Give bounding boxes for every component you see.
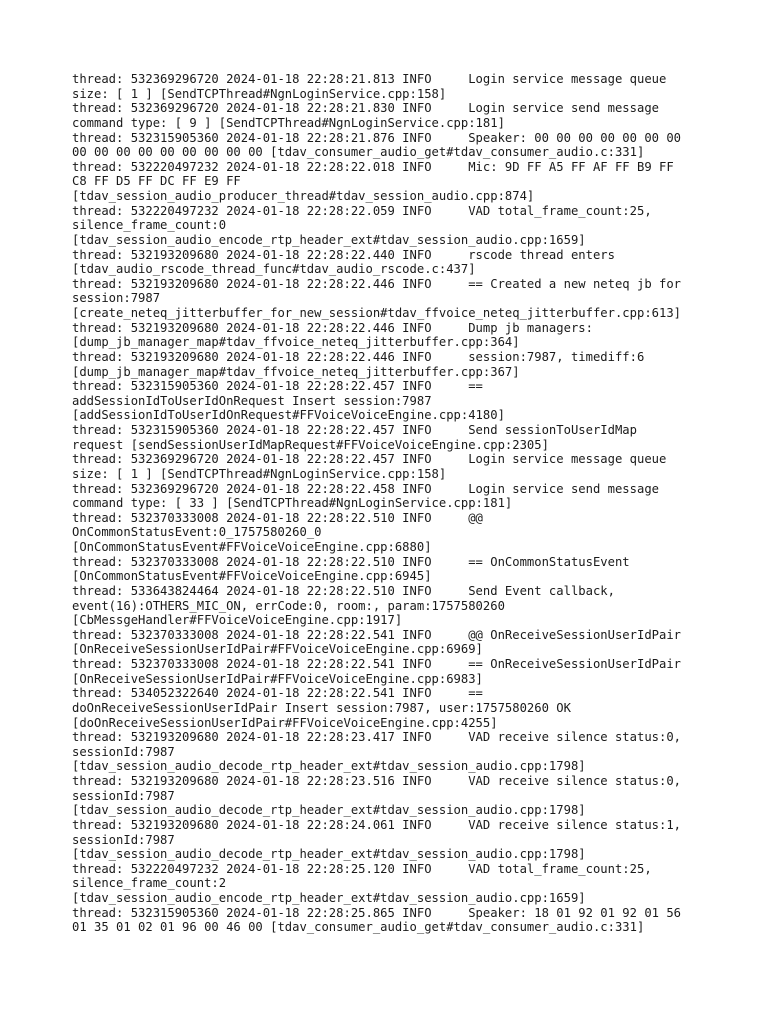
log-document [72,72,702,935]
log-line: 01 35 01 02 01 96 00 46 00 [tdav_consumer_audio_get#tdav_consumer_audio.c:331] [72,920,645,935]
log-line: [tdav_session_audio_encode_rtp_header_ext#tdav_session_audio.cpp:1659] [72,891,586,905]
log-line: sessionId:7987 [72,788,175,803]
log-line: [tdav_session_audio_decode_rtp_header_ext#tdav_session_audio.cpp:1798] [72,759,586,774]
log-line: thread: 532369296720 2024-01-18 22:28:22.458 INFO Login service send message [72,481,659,496]
log-line: command type: [ 33 ] [SendTCPThread#NgnLoginService.cpp:181] [72,496,513,511]
log-line: thread: 532370333008 2024-01-18 22:28:22.510 INFO == OnCommonStatusEvent [72,554,630,569]
log-line: thread: 532369296720 2024-01-18 22:28:22.457 INFO Login service message queue [72,452,667,467]
log-line: thread: 532193209680 2024-01-18 22:28:22.446 INFO session:7987, timediff:6 [72,349,645,364]
log-line: thread: 532315905360 2024-01-18 22:28:21.876 INFO Speaker: 00 00 00 00 00 00 00 [72,130,682,145]
log-line: thread: 532369296720 2024-01-18 22:28:21.813 INFO Login service message queue [72,72,667,86]
log-line: thread: 532193209680 2024-01-18 22:28:22.446 INFO == Created a new neteq jb for [72,276,682,291]
log-line: [tdav_session_audio_decode_rtp_header_ext#tdav_session_audio.cpp:1798] [72,803,586,818]
log-line: [dump_jb_manager_map#tdav_ffvoice_neteq_jitterbuffer.cpp:367] [72,364,520,379]
log-line: event(16):OTHERS_MIC_ON, errCode:0, room:, param:1757580260 [72,598,505,613]
log-line: thread: 532370333008 2024-01-18 22:28:22.541 INFO @@ OnReceiveSessionUserIdPair [72,627,682,642]
log-line: [OnReceiveSessionUserIdPair#FFVoiceVoiceEngine.cpp:6983] [72,671,483,686]
log-line: [dump_jb_manager_map#tdav_ffvoice_neteq_jitterbuffer.cpp:364] [72,335,520,350]
log-line: thread: 532220497232 2024-01-18 22:28:25.120 INFO VAD total_frame_count:25, [72,861,652,876]
log-line: thread: 532315905360 2024-01-18 22:28:22.457 INFO Send sessionToUserIdMap [72,423,637,437]
log-line: 00 00 00 00 00 00 00 00 00 [tdav_consumer_audio_get#tdav_consumer_audio.c:331] [72,145,645,160]
log-line: thread: 532220497232 2024-01-18 22:28:22.018 INFO Mic: 9D FF A5 FF AF FF B9 FF [72,159,674,174]
log-line: [tdav_session_audio_encode_rtp_header_ext#tdav_session_audio.cpp:1659] [72,232,586,247]
log-line: [CbMessgeHandler#FFVoiceVoiceEngine.cpp:1917] [72,613,403,628]
log-line: silence_frame_count:2 [72,876,227,891]
log-line: thread: 532193209680 2024-01-18 22:28:22.440 INFO rscode thread enters [72,247,615,262]
log-line: thread: 532193209680 2024-01-18 22:28:24.061 INFO VAD receive silence status:1, [72,817,682,832]
log-line: [tdav_session_audio_decode_rtp_header_ext#tdav_session_audio.cpp:1798] [72,847,586,862]
log-line: thread: 532315905360 2024-01-18 22:28:25.865 INFO Speaker: 18 01 92 01 92 01 56 [72,905,682,920]
log-line: sessionId:7987 [72,744,175,759]
log-line: thread: 534052322640 2024-01-18 22:28:22.541 INFO == [72,686,483,701]
log-line: thread: 532220497232 2024-01-18 22:28:22.059 INFO VAD total_frame_count:25, [72,203,652,218]
log-line: addSessionIdToUserIdOnRequest Insert session:7987 [72,393,432,408]
log-line: [OnCommonStatusEvent#FFVoiceVoiceEngine.cpp:6880] [72,540,432,554]
log-line: session:7987 [72,291,161,306]
log-line: size: [ 1 ] [SendTCPThread#NgnLoginService.cpp:158] [72,466,447,481]
log-line: thread: 533643824464 2024-01-18 22:28:22.510 INFO Send Event callback, [72,583,615,598]
log-line: thread: 532370333008 2024-01-18 22:28:22.510 INFO @@ [72,510,483,525]
log-line: thread: 532193209680 2024-01-18 22:28:23.417 INFO VAD receive silence status:0, [72,730,682,745]
log-line: size: [ 1 ] [SendTCPThread#NgnLoginService.cpp:158] [72,86,447,101]
log-line: [OnCommonStatusEvent#FFVoiceVoiceEngine.cpp:6945] [72,569,432,584]
log-line: doOnReceiveSessionUserIdPair Insert session:7987, user:1757580260 OK [72,700,571,715]
log-line: command type: [ 9 ] [SendTCPThread#NgnLoginService.cpp:181] [72,115,505,130]
log-line: thread: 532370333008 2024-01-18 22:28:22.541 INFO == OnReceiveSessionUserIdPair [72,657,682,671]
log-line: thread: 532315905360 2024-01-18 22:28:22.457 INFO == [72,379,483,394]
log-line: thread: 532193209680 2024-01-18 22:28:23.516 INFO VAD receive silence status:0, [72,774,682,788]
log-line: OnCommonStatusEvent:0_1757580260_0 [72,525,322,540]
log-line: [tdav_session_audio_producer_thread#tdav_session_audio.cpp:874] [72,189,535,203]
log-line: [OnReceiveSessionUserIdPair#FFVoiceVoiceEngine.cpp:6969] [72,642,483,657]
log-line: silence_frame_count:0 [72,218,227,233]
log-line: [addSessionIdToUserIdOnRequest#FFVoiceVoiceEngine.cpp:4180] [72,408,505,423]
log-line: sessionId:7987 [72,832,175,847]
log-line: [tdav_audio_rscode_thread_func#tdav_audio_rscode.c:437] [72,262,476,277]
log-line: thread: 532369296720 2024-01-18 22:28:21.830 INFO Login service send message [72,101,659,116]
log-line: request [sendSessionUserIdMapRequest#FFVoiceVoiceEngine.cpp:2305] [72,437,549,452]
log-line: [create_neteq_jitterbuffer_for_new_session#tdav_ffvoice_neteq_jitterbuffer.cpp:613] [72,306,682,320]
log-line: thread: 532193209680 2024-01-18 22:28:22.446 INFO Dump jb managers: [72,320,593,335]
log-line: C8 FF D5 FF DC FF E9 FF [72,174,241,189]
log-line: [doOnReceiveSessionUserIdPair#FFVoiceVoiceEngine.cpp:4255] [72,715,498,730]
